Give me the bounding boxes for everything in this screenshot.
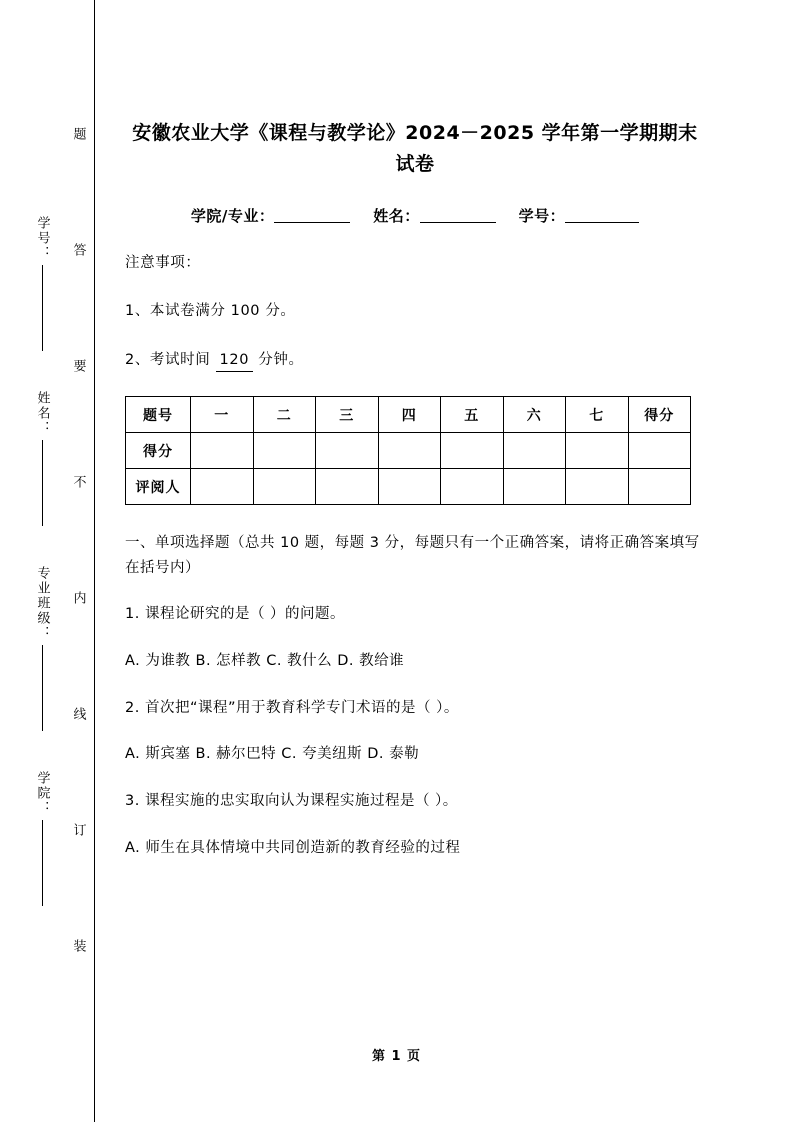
sidebar-field-name-rule <box>42 440 43 526</box>
document-body <box>125 0 705 860</box>
score-cell[interactable] <box>566 469 629 505</box>
field-name-label: 姓名： <box>373 206 420 225</box>
sidebar-field-name <box>33 391 52 526</box>
field-college-label: 学院/专业： <box>190 206 275 225</box>
exam-duration-value: 120 <box>216 349 253 372</box>
field-name-input[interactable] <box>420 208 496 223</box>
score-cell[interactable] <box>441 433 504 469</box>
score-cell: 七 <box>566 397 629 433</box>
score-cell[interactable] <box>191 433 254 469</box>
sidebar-seal-line <box>58 0 98 1122</box>
question-3-stem: 3. 课程实施的忠实取向认为课程实施过程是（ ）。 <box>125 792 458 809</box>
sidebar-field-student-id <box>33 216 52 351</box>
score-cell[interactable] <box>628 469 691 505</box>
table-row <box>126 469 691 505</box>
score-cell[interactable] <box>628 433 691 469</box>
table-row <box>126 397 691 433</box>
score-cell: 一 <box>191 397 254 433</box>
question-2-stem: 2. 首次把“课程”用于教育科学专门术语的是（ ）。 <box>125 699 459 716</box>
notice-label: 注意事项： <box>125 254 201 271</box>
sidebar-field-college-rule <box>42 820 43 906</box>
sidebar-field-student-id-rule <box>42 265 43 351</box>
table-row <box>126 433 691 469</box>
notice-item-2 <box>125 349 705 372</box>
score-cell[interactable] <box>191 469 254 505</box>
sidebar-field-college-label: 学院： <box>34 771 50 816</box>
score-cell[interactable] <box>503 433 566 469</box>
score-cell[interactable] <box>316 469 379 505</box>
section-one <box>125 531 705 860</box>
score-cell[interactable] <box>441 469 504 505</box>
page-title: 安徽农业大学《课程与教学论》2024－2025 学年第一学期期末试卷 <box>132 122 698 176</box>
score-cell: 题号 <box>126 397 191 433</box>
score-cell: 六 <box>503 397 566 433</box>
notice-item-2-suffix: 分钟。 <box>258 351 304 368</box>
sidebar-field-name-label: 姓名： <box>34 391 50 436</box>
notice-item-2-prefix: 2、考试时间 <box>125 351 211 368</box>
score-cell[interactable] <box>503 469 566 505</box>
section-one-heading: 一、单项选择题（总共 10 题，每题 3 分，每题只有一个正确答案，请将正确答案填写在括号内） <box>125 535 700 576</box>
score-cell[interactable] <box>566 433 629 469</box>
score-cell: 二 <box>253 397 316 433</box>
score-cell: 得分 <box>628 397 691 433</box>
question-1-stem: 1. 课程论研究的是（ ）的问题。 <box>125 606 346 623</box>
field-number-label: 学号： <box>518 206 566 225</box>
score-cell: 四 <box>378 397 441 433</box>
sidebar-seal-text: 题 答 要 不 内 线 订 装 <box>70 126 86 996</box>
score-cell: 评阅人 <box>126 469 191 505</box>
question-3-options: A. 师生在具体情境中共同创造新的教育经验的过程 <box>125 839 461 856</box>
score-cell[interactable] <box>378 469 441 505</box>
sidebar-field-college <box>33 771 52 906</box>
score-cell[interactable] <box>378 433 441 469</box>
score-cell: 五 <box>441 397 504 433</box>
score-cell: 得分 <box>126 433 191 469</box>
notice-item-1: 1、本试卷满分 100 分。 <box>125 303 296 320</box>
score-table <box>125 396 691 505</box>
score-cell: 三 <box>316 397 379 433</box>
sidebar-field-class-label: 专业班级： <box>34 566 50 641</box>
field-number-input[interactable] <box>565 208 639 223</box>
field-college-input[interactable] <box>274 208 350 223</box>
question-1-options: A. 为谁教 B. 怎样教 C. 教什么 D. 教给谁 <box>125 653 405 670</box>
question-2-options: A. 斯宾塞 B. 赫尔巴特 C. 夸美纽斯 D. 泰勒 <box>125 746 420 763</box>
sidebar-field-class <box>33 566 52 731</box>
sidebar-student-fields <box>22 0 62 1122</box>
page-footer: 第 1 页 <box>371 1049 422 1064</box>
sidebar-field-student-id-label: 学号： <box>34 216 50 261</box>
sidebar-field-class-rule <box>42 645 43 731</box>
score-cell[interactable] <box>316 433 379 469</box>
header-fields-line <box>125 205 705 226</box>
score-cell[interactable] <box>253 433 316 469</box>
score-cell[interactable] <box>253 469 316 505</box>
